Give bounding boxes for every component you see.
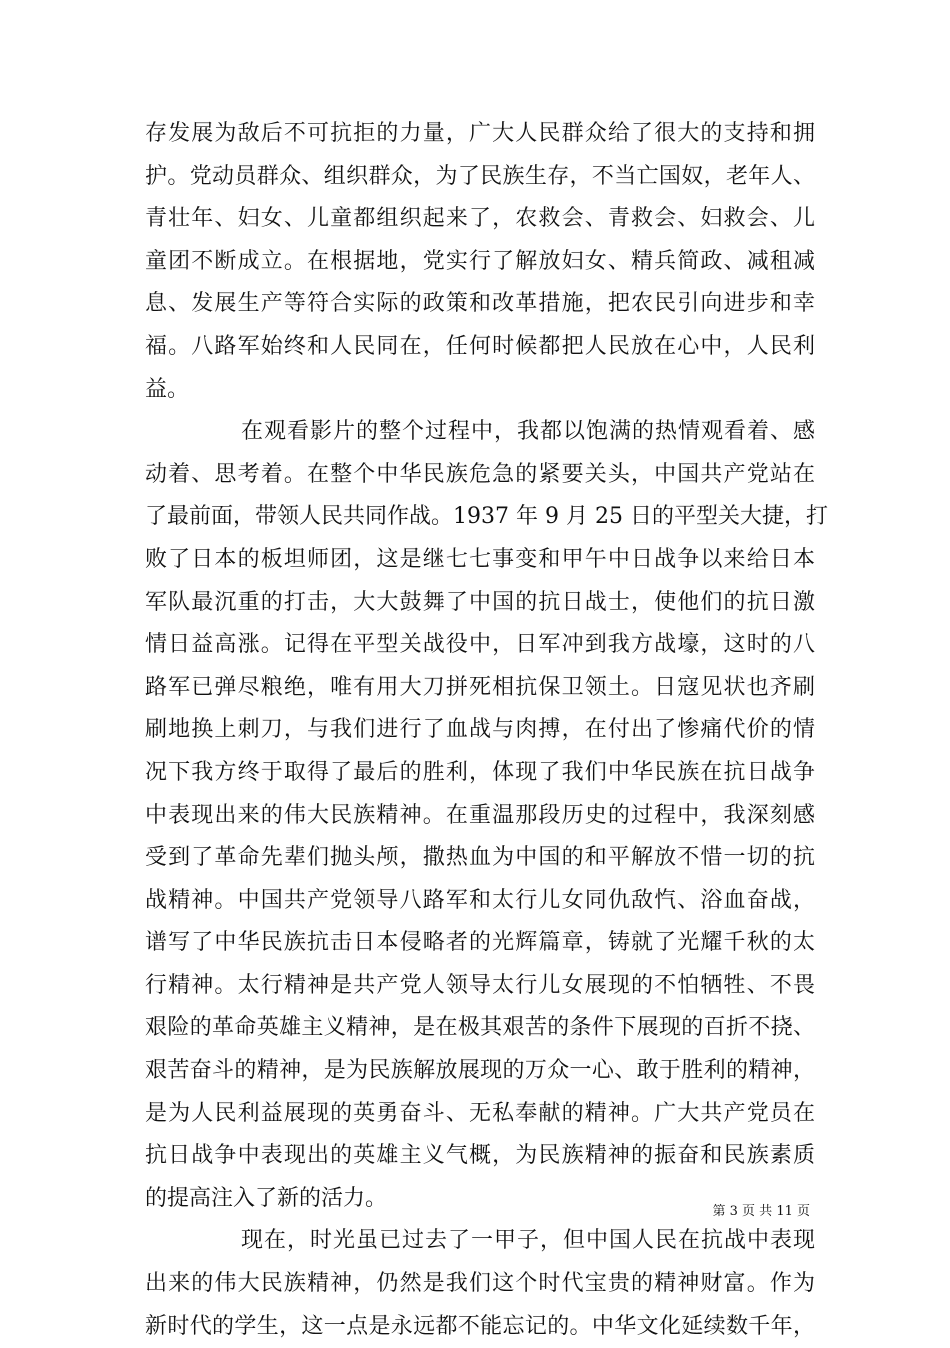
text-line: 在观看影片的整个过程中，我都以饱满的热情观看着、感 [241, 419, 815, 445]
text-line: 刷地换上刺刀，与我们进行了血战与肉搏，在付出了惨痛代价的情 [145, 717, 815, 743]
text-line: 抗日战争中表现出的英雄主义气概，为民族精神的振奋和民族素质 [145, 1143, 815, 1169]
text-line: 战精神。中国共产党领导八路军和太行儿女同仇敌忾、浴血奋战， [145, 887, 815, 913]
body-text [145, 113, 828, 1348]
text-line: 是为人民利益展现的英勇奋斗、无私奉献的精神。广大共产党员在 [145, 1100, 815, 1126]
text-line: 路军已弹尽粮绝，唯有用大刀拼死相抗保卫领土。日寇见状也齐刷 [145, 674, 815, 700]
text-line: 新时代的学生，这一点是永远都不能忘记的。中华文化延续数千年， [145, 1313, 815, 1339]
text-line: 益。 [145, 376, 190, 402]
text-line: 败了日本的板坦师团，这是继七七事变和甲午中日战争以来给日本 [145, 546, 815, 572]
text-line: 青壮年、妇女、儿童都组织起来了，农救会、青救会、妇救会、儿 [145, 206, 815, 232]
text-line: 的提高注入了新的活力。 [145, 1185, 388, 1211]
text-line: 动着、思考着。在整个中华民族危急的紧要关头，中国共产党站在 [145, 461, 815, 487]
text-line: 艰苦奋斗的精神，是为民族解放展现的万众一心、敢于胜利的精神， [145, 1058, 815, 1084]
text-line: 福。八路军始终和人民同在，任何时候都把人民放在心中，人民利 [145, 333, 815, 359]
text-line: 情日益高涨。记得在平型关战役中，日军冲到我方战壕，这时的八 [145, 632, 815, 658]
text-line: 息、发展生产等符合实际的政策和改革措施，把农民引向进步和幸 [145, 291, 815, 317]
text-line: 行精神。太行精神是共产党人领导太行儿女展现的不怕牺牲、不畏 [145, 972, 815, 998]
text-line: 中表现出来的伟大民族精神。在重温那段历史的过程中，我深刻感 [145, 802, 815, 828]
text-line: 了最前面，带领人民共同作战。1937 年 9 月 25 日的平型关大捷，打 [145, 504, 828, 530]
page-footer: 第 3 页 共 11 页 [712, 1204, 810, 1219]
text-line: 现在，时光虽已过去了一甲子，但中国人民在抗战中表现 [241, 1228, 815, 1254]
text-line: 艰险的革命英雄主义精神，是在极其艰苦的条件下展现的百折不挠、 [145, 1015, 815, 1041]
text-line: 出来的伟大民族精神，仍然是我们这个时代宝贵的精神财富。作为 [145, 1271, 815, 1297]
text-line: 童团不断成立。在根据地，党实行了解放妇女、精兵简政、减租减 [145, 248, 815, 274]
text-line: 军队最沉重的打击，大大鼓舞了中国的抗日战士，使他们的抗日激 [145, 589, 815, 615]
text-line: 受到了革命先辈们抛头颅，撒热血为中国的和平解放不惜一切的抗 [145, 845, 815, 871]
text-line: 存发展为敌后不可抗拒的力量，广大人民群众给了很大的支持和拥 [145, 121, 815, 146]
text-line: 况下我方终于取得了最后的胜利，体现了我们中华民族在抗日战争 [145, 759, 815, 785]
text-line: 谱写了中华民族抗击日本侵略者的光辉篇章，铸就了光耀千秋的太 [145, 930, 815, 956]
text-line: 护。党动员群众、组织群众，为了民族生存，不当亡国奴，老年人、 [145, 163, 815, 189]
